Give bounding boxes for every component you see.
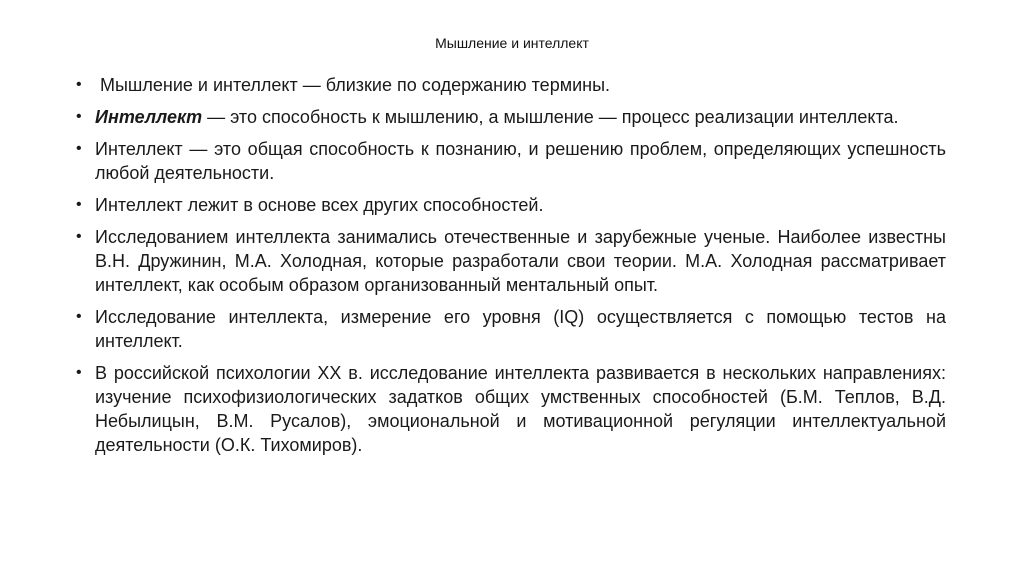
bullet-text: Исследование интеллекта, измерение его уровня (IQ) осуществляется с помощью тестов на интеллект.: [95, 307, 946, 351]
bullet-dot-icon: •: [76, 196, 82, 213]
bullet-dot-icon: •: [76, 228, 82, 245]
bullet-dot-icon: •: [76, 108, 82, 125]
slide-title: Мышление и интеллект: [435, 35, 589, 51]
bullet-item: [76, 305, 946, 353]
bullet-text: Интеллект лежит в основе всех других способностей.: [95, 195, 544, 215]
bullet-text: — это способность к мышлению, а мышление — процесс реализации интеллекта.: [202, 107, 899, 127]
bullet-term: Интеллект: [95, 107, 203, 127]
bullet-list: [76, 73, 946, 465]
bullet-item: [76, 361, 946, 457]
bullet-text: Интеллект — это общая способность к познанию, и решению проблем, определяющих успешность любой деятельности.: [95, 139, 946, 183]
bullet-item: [76, 137, 946, 185]
bullet-dot-icon: •: [76, 364, 82, 381]
bullet-item: [76, 225, 946, 297]
bullet-text: Исследованием интеллекта занимались отечественные и зарубежные ученые. Наиболее известны В.Н. Дружинин, М.А. Холодная, которые разработали свои теории. М.А. Холодная рассматривает интеллект, как особым образом организованный ментальный опыт.: [95, 227, 946, 295]
bullet-dot-icon: •: [76, 140, 82, 157]
bullet-item: [76, 73, 946, 97]
bullet-item: [76, 105, 946, 129]
bullet-text-container: [95, 105, 946, 129]
bullet-item: [76, 193, 946, 217]
bullet-text: Мышление и интеллект — близкие по содержанию термины.: [95, 75, 611, 95]
bullet-dot-icon: •: [76, 76, 82, 93]
bullet-text: В российской психологии XX в. исследование интеллекта развивается в нескольких направлениях: изучение психофизиологических задатков общих умственных способностей (Б.М. Теплов, В.Д. Небылицын, В.М. Русалов), эмоциональной и мотивационной регуляции интеллектуальной деятельности (О.К. Тихомиров).: [95, 363, 946, 455]
bullet-dot-icon: •: [76, 308, 82, 325]
